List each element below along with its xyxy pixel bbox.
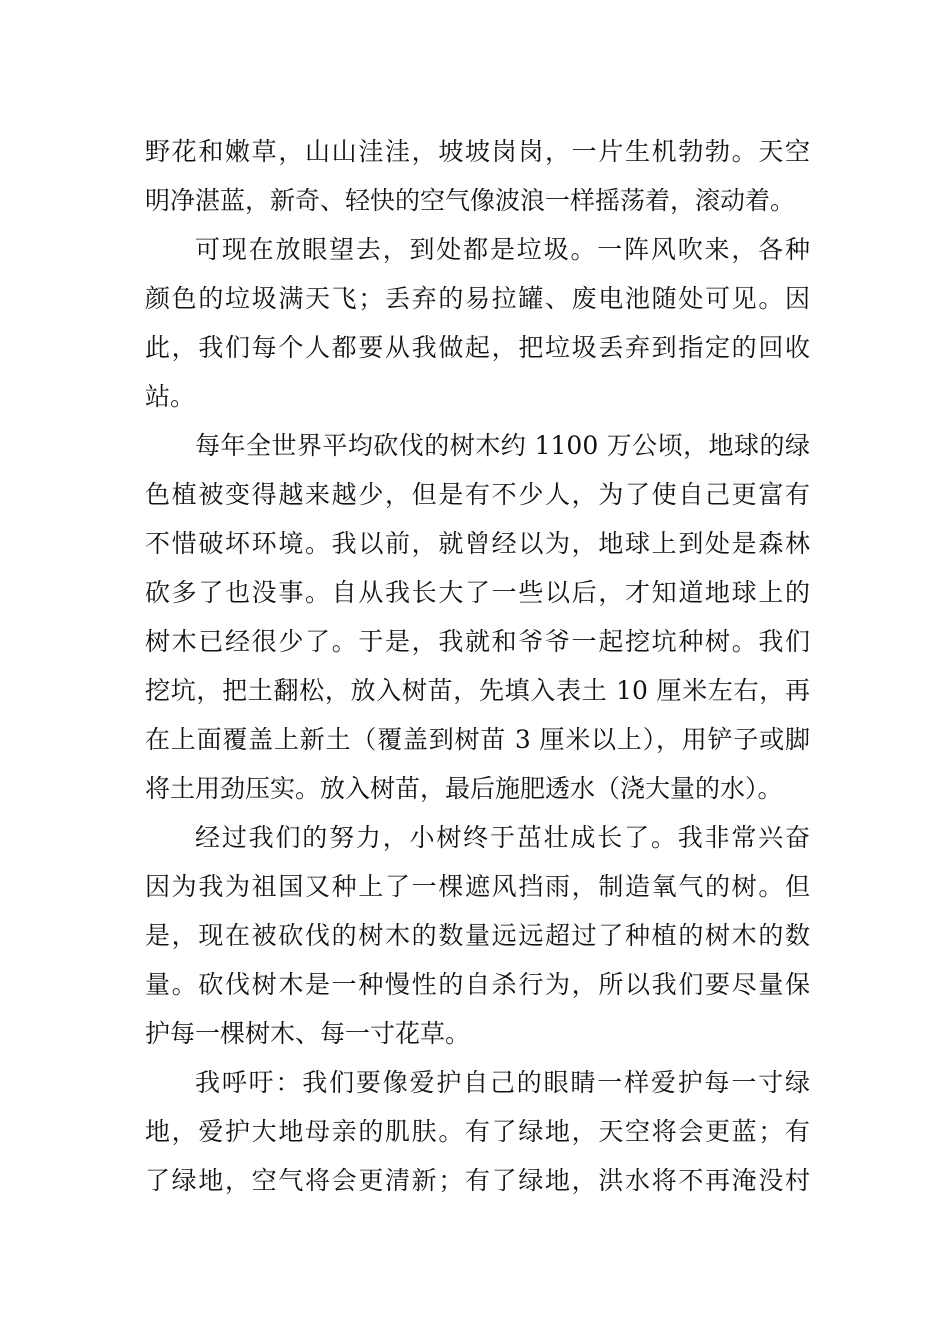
- text-line: 此，我们每个人都要从我做起，把垃圾丢弃到指定的回收: [145, 333, 810, 362]
- text-line: 树木已经很少了。于是，我就和爷爷一起挖坑种树。我们: [145, 627, 810, 656]
- text-line: 量。砍伐树木是一种慢性的自杀行为，所以我们要尽量保: [145, 970, 810, 999]
- text-line: 砍多了也没事。自从我长大了一些以后，才知道地球上的: [145, 578, 810, 607]
- text-line: 我呼吁：我们要像爱护自己的眼睛一样爱护每一寸绿: [195, 1068, 810, 1097]
- text-line: 在上面覆盖上新土（覆盖到树苗 3 厘米以上），用铲子或脚: [145, 725, 810, 754]
- text-line: 因为我为祖国又种上了一棵遮风挡雨，制造氧气的树。但: [145, 872, 810, 901]
- text-line: 挖坑，把土翻松，放入树苗，先填入表土 10 厘米左右，再: [145, 676, 810, 705]
- body-text: [145, 127, 810, 1205]
- text-line: 是，现在被砍伐的树木的数量远远超过了种植的树木的数: [145, 921, 810, 950]
- text-line: 野花和嫩草，山山洼洼，坡坡岗岗，一片生机勃勃。天空: [145, 137, 810, 166]
- text-line: 护每一棵树木、每一寸花草。: [145, 1019, 471, 1048]
- text-line: 色植被变得越来越少，但是有不少人，为了使自己更富有: [145, 480, 810, 509]
- text-line: 每年全世界平均砍伐的树木约 1100 万公顷，地球的绿: [195, 431, 810, 460]
- text-line: 明净湛蓝，新奇、轻快的空气像波浪一样摇荡着，滚动着。: [145, 186, 796, 215]
- text-line: 经过我们的努力，小树终于茁壮成长了。我非常兴奋: [195, 823, 810, 852]
- text-line: 可现在放眼望去，到处都是垃圾。一阵风吹来，各种: [195, 235, 810, 264]
- text-line: 站。: [145, 382, 196, 411]
- text-line: 了绿地，空气将会更清新；有了绿地，洪水将不再淹没村: [145, 1166, 810, 1195]
- text-line: 将土用劲压实。放入树苗，最后施肥透水（浇大量的水）。: [145, 774, 783, 803]
- text-line: 地，爱护大地母亲的肌肤。有了绿地，天空将会更蓝；有: [145, 1117, 810, 1146]
- text-line: 不惜破坏环境。我以前，就曾经以为，地球上到处是森林: [145, 529, 810, 558]
- text-line: 颜色的垃圾满天飞；丢弃的易拉罐、废电池随处可见。因: [145, 284, 810, 313]
